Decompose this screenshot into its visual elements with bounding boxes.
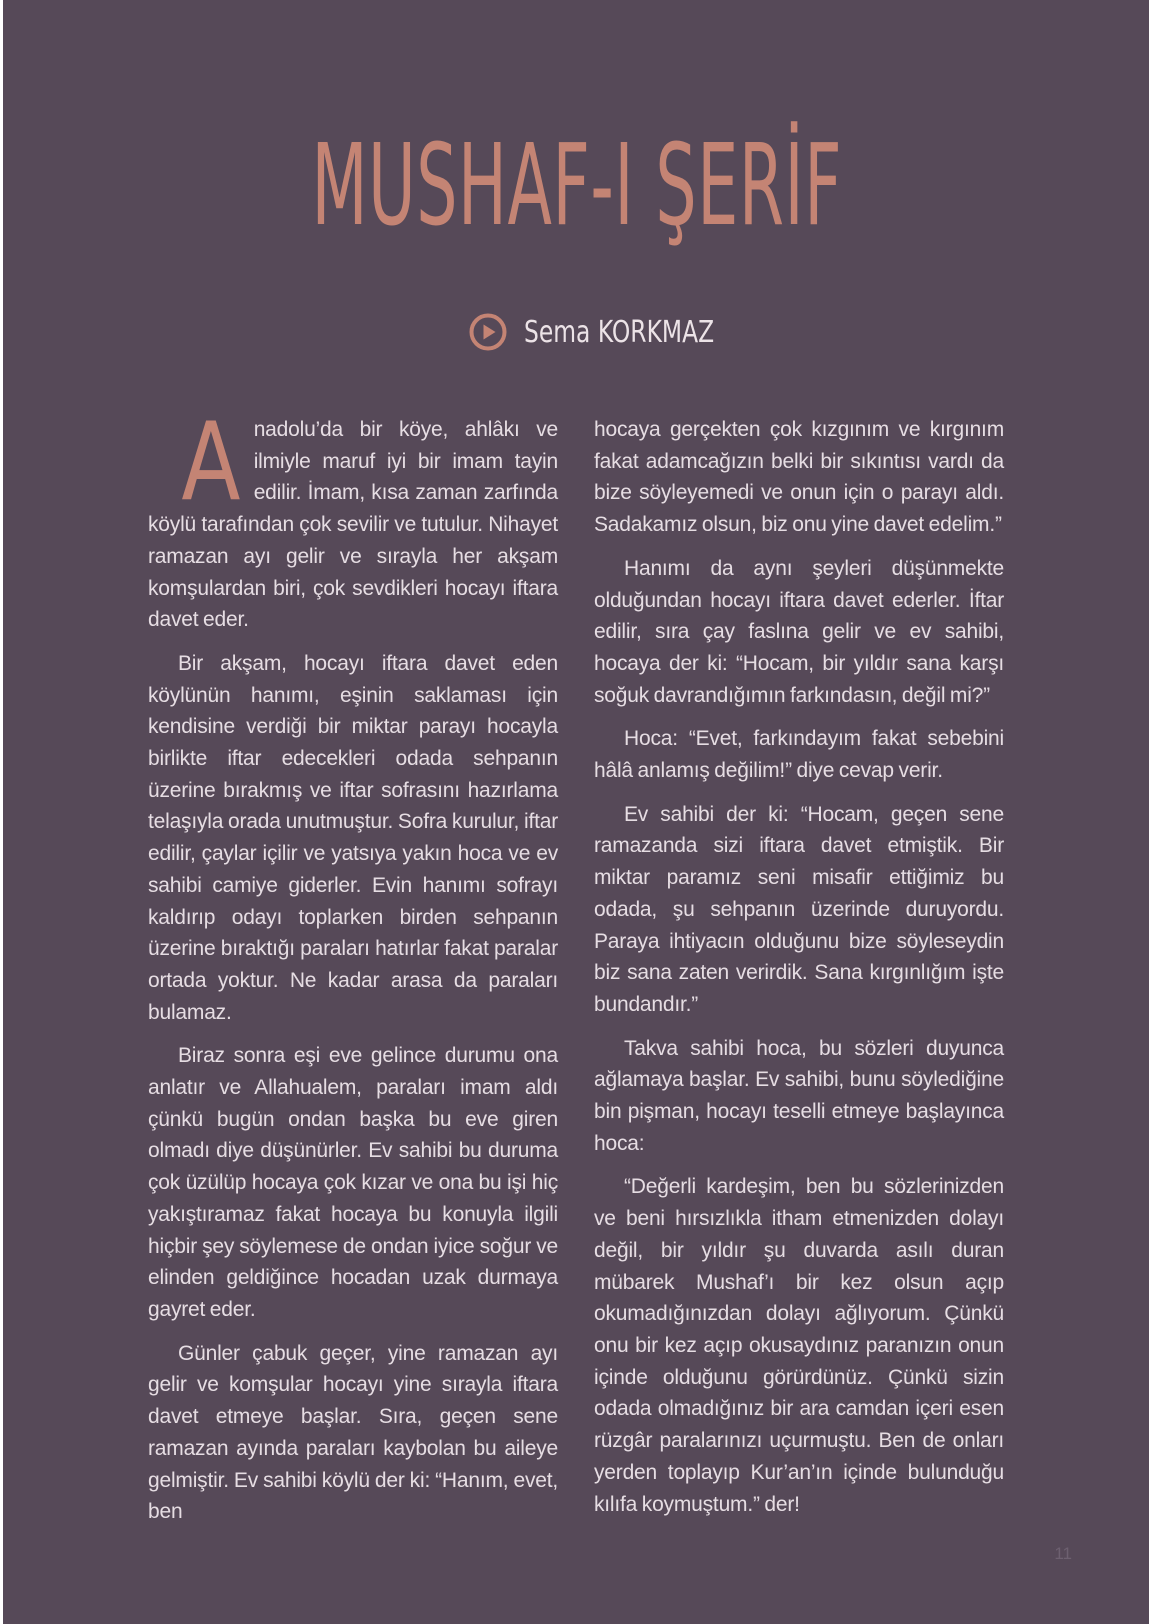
paragraph: Bir akşam, hocayı iftara davet eden köylünün hanımı, eşinin saklaması için kendisine verdiği bir miktar parayı hocayla birlikte iftar edecekleri odada sehpanın üzerine bırakmış ve iftar sofrasını hazırlama telaşıyla orada unutmuştur. Sofra kurulur, iftar edilir, çaylar içilir ve yatsıya yakın hoca ve ev sahibi camiye giderler. Evin hanımı sofrayı kaldırıp odayı toplarken birden sehpanın üzerine bıraktığı paraları hatırlar fakat paralar ortada yoktur. Ne kadar arasa da paraları bulamaz.	[148, 651, 558, 1024]
paragraph: Günler çabuk geçer, yine ramazan ayı gelir ve komşular hocayı yine sırayla iftara davet etmeye başlar. Sıra, geçen sene ramazan ayında paraları kaybolan bu aileye gelmiştir. Ev sahibi köylü der ki: “Hanım, evet, ben	[148, 1341, 558, 1524]
paragraph: Takva sahibi hoca, bu sözleri duyunca ağlamaya başlar. Ev sahibi, bunu söylediğine bin pişman, hocayı teselli etmeye başlayınca hoca:	[594, 1036, 1004, 1155]
author-name: Sema KORKMAZ	[524, 314, 715, 350]
drop-cap: A	[181, 400, 241, 525]
paragraph: Ev sahibi der ki: “Hocam, geçen sene ramazanda sizi iftara davet etmiştik. Bir miktar paramız seni misafir ettiğimiz bu odada, şu sehpanın üzerinde duruyordu. Paraya ihtiyacın olduğunu bize söyleseydin biz sana zaten verirdik. Sana kırgınlığım işte bundandır.”	[594, 802, 1004, 1016]
page-number: 11	[1054, 1544, 1072, 1563]
paragraph: Hoca: “Evet, farkındayım fakat sebebini hâlâ anlamış değilim!” diye cevap verir.	[594, 727, 1004, 783]
paragraph: “Değerli kardeşim, ben bu sözlerinizden ve beni hırsızlıkla itham etmenizden dolayı değil, bir yıldır şu duvarda asılı duran mübarek Mushaf’ı bir kez olsun açıp okumadığınızdan dolayı ağlıyorum. Çünkü onu bir kez açıp okusaydınız paranızın onun içinde olduğunu görürdünüz. Çünkü sizin odada olmadığınız bir ara camdan içeri esen rüzgâr paralarınızı uçurmuştu. Ben de onları yerden toplayıp Kur’an’ın içinde bulunduğu kılıfa koymuştum.” der!	[594, 1175, 1004, 1516]
right-column	[594, 414, 1004, 1532]
paragraph: hocaya gerçekten çok kızgınım ve kırgınım fakat adamcağızın belki bir sıkıntısı vardı da bize söyleyemedi ve onun için o parayı aldı. Sadakamız olsun, biz onu yine davet edelim.”	[594, 418, 1004, 537]
paragraph	[148, 400, 558, 636]
article-title: MUSHAF-I ŞERİF	[311, 121, 843, 251]
play-circle-icon	[468, 312, 508, 352]
paragraph: Hanımı da aynı şeyleri düşünmekte olduğundan hocayı iftara davet ederler. İftar edilir, sıra çay faslına gelir ve ev sahibi, hocaya der ki: “Hocam, bir yıldır sana karşı soğuk davrandığımın farkındasın, değil mi?”	[594, 556, 1004, 707]
paragraph: Biraz sonra eşi eve gelince durumu ona anlatır ve Allahualem, paraları imam aldı çünkü bugün ondan başka bu eve giren olmadı diye düşünürler. Ev sahibi bu duruma çok üzülüp hocaya çok kızar ve ona bu işi hiç yakıştıramaz fakat hocaya bu konuyla ilgili hiçbir şey söylemese de ondan iyice soğur ve elinden geldiğince hocadan uzak durmaya gayret eder.	[148, 1044, 558, 1321]
byline	[468, 312, 768, 352]
left-column	[148, 400, 558, 1540]
paragraph-text: nadolu’da bir köye, ahlâkı ve ilmiyle maruf iyi bir imam tayin edilir. İmam, kısa zaman zarfında köylü tarafından çok sevilir ve tutulur. Nihayet ramazan ayı gelir ve sırayla her akşam komşulardan biri, çok sevdikleri hocayı iftara davet eder.	[148, 418, 558, 632]
